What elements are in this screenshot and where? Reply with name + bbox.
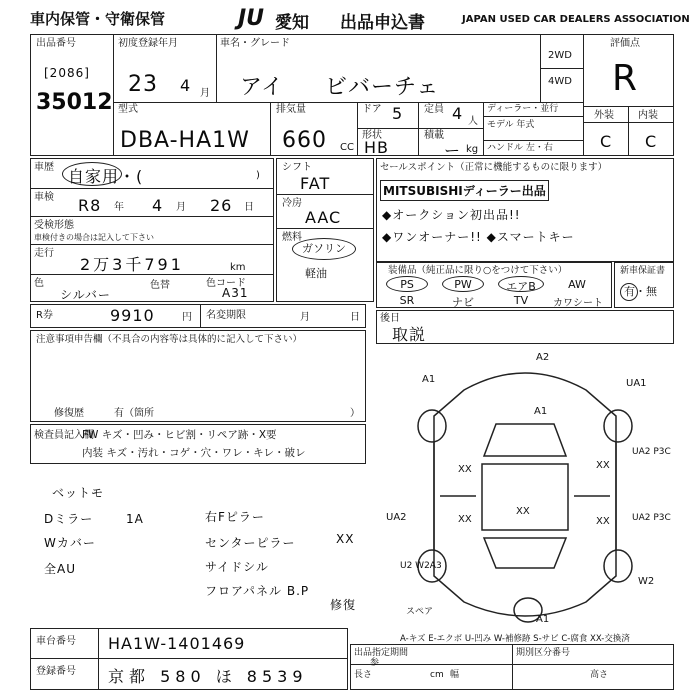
chassis-label: 車台番号: [36, 636, 76, 647]
assoc-short: 愛知: [275, 13, 309, 33]
inspector-row1: FW キズ・凹み・ヒビ割・リペア跡・X要: [82, 429, 277, 441]
diag-label-14: A1: [536, 614, 550, 625]
diag-label-10: UA2: [386, 512, 407, 523]
repair-value: 有（箇所: [114, 408, 154, 419]
doors-value: 5: [392, 104, 404, 123]
sales-label: セールスポイント（正常に機能するものに限ります）: [380, 162, 608, 173]
assoc-english: JAPAN USED CAR DEALERS ASSOCIATION: [462, 14, 690, 25]
first-reg-year: 23: [128, 72, 158, 97]
displacement-label: 排気量: [276, 104, 306, 115]
inspection-month: 4: [152, 196, 164, 215]
diag-label-7: XX: [458, 514, 472, 525]
shift-value: FAT: [300, 174, 331, 193]
diag-label-3: A1: [534, 406, 548, 417]
diag-label-9: XX: [516, 506, 530, 517]
ju-logo: JU: [238, 6, 265, 31]
load-label: 積載: [424, 130, 444, 141]
model-code-label: 型式: [118, 104, 138, 115]
car-damage-diagram: [376, 346, 674, 640]
fuel-alt: 軽油: [305, 267, 327, 280]
hw-right-0: 右Fピラー: [205, 510, 265, 524]
receipt-note: 車検付きの場合は記入して下さい: [34, 233, 154, 242]
fuel-value: ガソリン: [302, 242, 346, 255]
diag-spare: スペア: [406, 607, 434, 617]
storage-label: 車内保管・守衛保管: [30, 10, 166, 28]
ext-label: 外装: [594, 110, 614, 121]
recycle-row: [30, 304, 366, 328]
int-label: 内装: [638, 110, 658, 121]
recycle-value: 9910: [110, 306, 155, 325]
inspector-row2: 内装 キズ・汚れ・コゲ・穴・ワレ・キレ・破レ: [82, 447, 306, 459]
hw-right-1: センターピラー: [205, 536, 296, 550]
sales-line1: MITSUBISHIディーラー出品: [380, 180, 549, 201]
inspection-day: 26: [210, 196, 233, 215]
form-title: 出品申込書: [340, 13, 425, 33]
mileage-value: 2万3千791: [80, 255, 184, 274]
inspection-era: R8: [78, 196, 102, 215]
ac-value: AAC: [305, 208, 342, 227]
period-label: 期別区分番号: [516, 648, 571, 658]
ac-label: 冷房: [282, 198, 302, 209]
plate-value: 京都 580 ほ 8539: [108, 667, 308, 686]
diagram-legend: A-キズ E-エクボ U-凹み W-補修跡 S-サビ C-腐食 XX-交換済: [400, 634, 630, 644]
fuel-label: 燃料: [282, 232, 302, 243]
auction-form: 車内保管・守衛保管 JU 愛知 出品申込書 JAPAN USED CAR DEALERS ASSOCIATION 出品番号 [2086] 35012 初度登録年月 23 4 月 車名・グレード アイ ビバーチェ 2WD 4WD 評価点 R 外装 内装 C C 型式 DBA-HA1W 排気量 660 CC ドア 5 定員 4 人 ディーラー・並行 モデル 年式 ハンドル 左・右 形状 HB 積載 ー kg 車歴 自家用・( ) 車検 R8 年 4 月 26 日 受検形態 車検付きの場合は記入して下さい 走行 2万3千791 km 色 シルバー 色替 色コード A31 シフト FAT 冷房 AAC 燃料 ガソリン 軽油 セールスポイント（正常に機能するものに限ります） MITSUBISHIディーラー出品 ◆オークション初出品!! ◆ワンオーナー!! ◆スマートキー 装備品（純正品に限り○をつけて下さい） PS PW エアB AW SR ナビ TV カワシート 新車保証書 有・無 R券 9910 円 名変期限 月 日 後日 取説 注意事項申告欄（不具合の内容等は具体的に記入して下さい） 修復歴 有（箇所 ） 検査員記入欄 FW キズ・凹み・ヒビ割・リペア跡・X要 内装 キズ・汚れ・コゲ・穴・ワレ・キレ・破レ ベットモ Dミラー Wカバー 全AU 1A 右Fピラー センターピラー サイドシル フロアパネル B.P XX 修復 A2 A1 UA1 A1 UA2 P3C XX XX XX XX XX UA2 UA2 P3C U2 W2A3 W2 A1 スペア A-キズ E-エクボ U-凹み W-補修跡 S-サビ C-腐食 XX-交換済 車台番号 HA1W-1401469 登録番号 京都 580 ほ 8539 出品指定期間 期別区分番号 参 長さ 幅 高さ cm: [0, 0, 700, 700]
diag-label-13: W2: [638, 576, 655, 587]
post-doc-value: 取説: [392, 325, 427, 344]
inspection-label: 車検: [34, 192, 54, 203]
score-value: R: [612, 58, 639, 99]
diag-label-4: UA2 P3C: [632, 447, 671, 457]
model-name: アイ: [240, 75, 285, 100]
diag-label-0: A2: [536, 352, 550, 363]
hw-left-2: 全AU: [44, 562, 76, 576]
sales-line3: ◆ワンオーナー!! ◆スマートキー: [382, 230, 575, 244]
doors-label: ドア: [362, 104, 382, 115]
chassis-value: HA1W-1401469: [108, 634, 246, 653]
capacity-label: 定員: [424, 104, 444, 115]
model-grade: ビバーチェ: [325, 75, 440, 100]
hw-seat: ベットモ: [52, 486, 105, 500]
equip-aw: AW: [568, 278, 586, 291]
equip-pw: PW: [454, 278, 472, 291]
color-change-label: 色替: [150, 280, 170, 291]
diag-label-2: UA1: [626, 378, 647, 389]
equip-airbag: エアB: [506, 280, 536, 293]
drive-2wd: 2WD: [548, 50, 572, 61]
body-label: 形状: [362, 130, 382, 141]
equip-tv: TV: [513, 294, 529, 307]
sales-line2: ◆オークション初出品!!: [382, 208, 521, 222]
capacity-value: 4: [452, 104, 464, 123]
model-code: DBA-HA1W: [120, 128, 250, 153]
diag-label-11: UA2 P3C: [632, 513, 671, 523]
hw-right-mark: XX: [336, 532, 355, 546]
lot-number: 35012: [36, 90, 113, 115]
body-value: HB: [364, 138, 390, 157]
equipment-label: 装備品（純正品に限り○をつけて下さい）: [388, 265, 568, 276]
warranty-opts: 有・無: [624, 285, 657, 298]
warranty-label: 新車保証書: [620, 266, 666, 276]
diag-label-5: XX: [458, 464, 472, 475]
plate-label: 登録番号: [36, 666, 76, 677]
history-label: 車歴: [34, 162, 54, 173]
handle-label: ハンドル 左・右: [487, 143, 553, 153]
hw-right-2: サイドシル: [205, 560, 269, 574]
inspector-label: 検査員記入欄: [34, 430, 94, 441]
notes-label: 注意事項申告欄（不具合の内容等は具体的に記入して下さい）: [36, 334, 303, 345]
diag-label-8: XX: [596, 516, 610, 527]
ref-label: 出品指定期間: [354, 648, 409, 658]
model-name-label: 車名・グレード: [220, 38, 290, 49]
hw-mid-mark: 1A: [126, 512, 144, 526]
equip-seat: カワシート: [553, 298, 603, 309]
history-value: 自家用・(: [68, 167, 144, 186]
load-value: ー: [444, 141, 462, 160]
int-value: C: [645, 132, 658, 151]
shift-label: シフト: [282, 162, 312, 173]
mileage-label: 走行: [34, 248, 54, 259]
color-value: シルバー: [60, 288, 111, 302]
color-code: A31: [222, 286, 249, 300]
equip-navi: ナビ: [452, 296, 474, 309]
displacement-value: 660: [282, 128, 327, 153]
color-label: 色: [34, 278, 44, 289]
dealer-label: ディーラー・並行: [487, 104, 559, 114]
lot-label: 出品番号: [36, 38, 76, 49]
equip-ps: PS: [400, 278, 414, 291]
width-label: 幅: [450, 670, 460, 680]
diag-label-12: U2 W2A3: [400, 561, 442, 571]
receipt-label: 受検形態: [34, 220, 74, 231]
ext-value: C: [600, 132, 613, 151]
color-code-label: 色コード: [206, 278, 246, 289]
recycle-label: R券: [36, 310, 53, 321]
first-reg-month: 4: [180, 76, 192, 95]
score-label: 評価点: [610, 38, 640, 49]
hw-signature: 修復: [330, 598, 357, 612]
drive-4wd: 4WD: [548, 76, 572, 87]
length-label: 長さ: [354, 670, 373, 680]
height-label: 高さ: [590, 670, 609, 680]
post-doc-label: 後日: [380, 313, 400, 324]
first-reg-label: 初度登録年月: [118, 38, 178, 49]
model-year-label: モデル 年式: [487, 120, 535, 130]
hw-left-0: Dミラー: [44, 512, 94, 526]
repair-label: 修復歴: [54, 408, 84, 419]
equip-sr: SR: [399, 294, 415, 307]
diag-label-1: A1: [422, 374, 436, 385]
transfer-label: 名変期限: [206, 310, 246, 321]
hw-right-3: フロアパネル B.P: [205, 584, 310, 598]
lot-bracket: [2086]: [44, 66, 90, 80]
hw-left-1: Wカバー: [44, 536, 96, 550]
diag-label-6: XX: [596, 460, 610, 471]
